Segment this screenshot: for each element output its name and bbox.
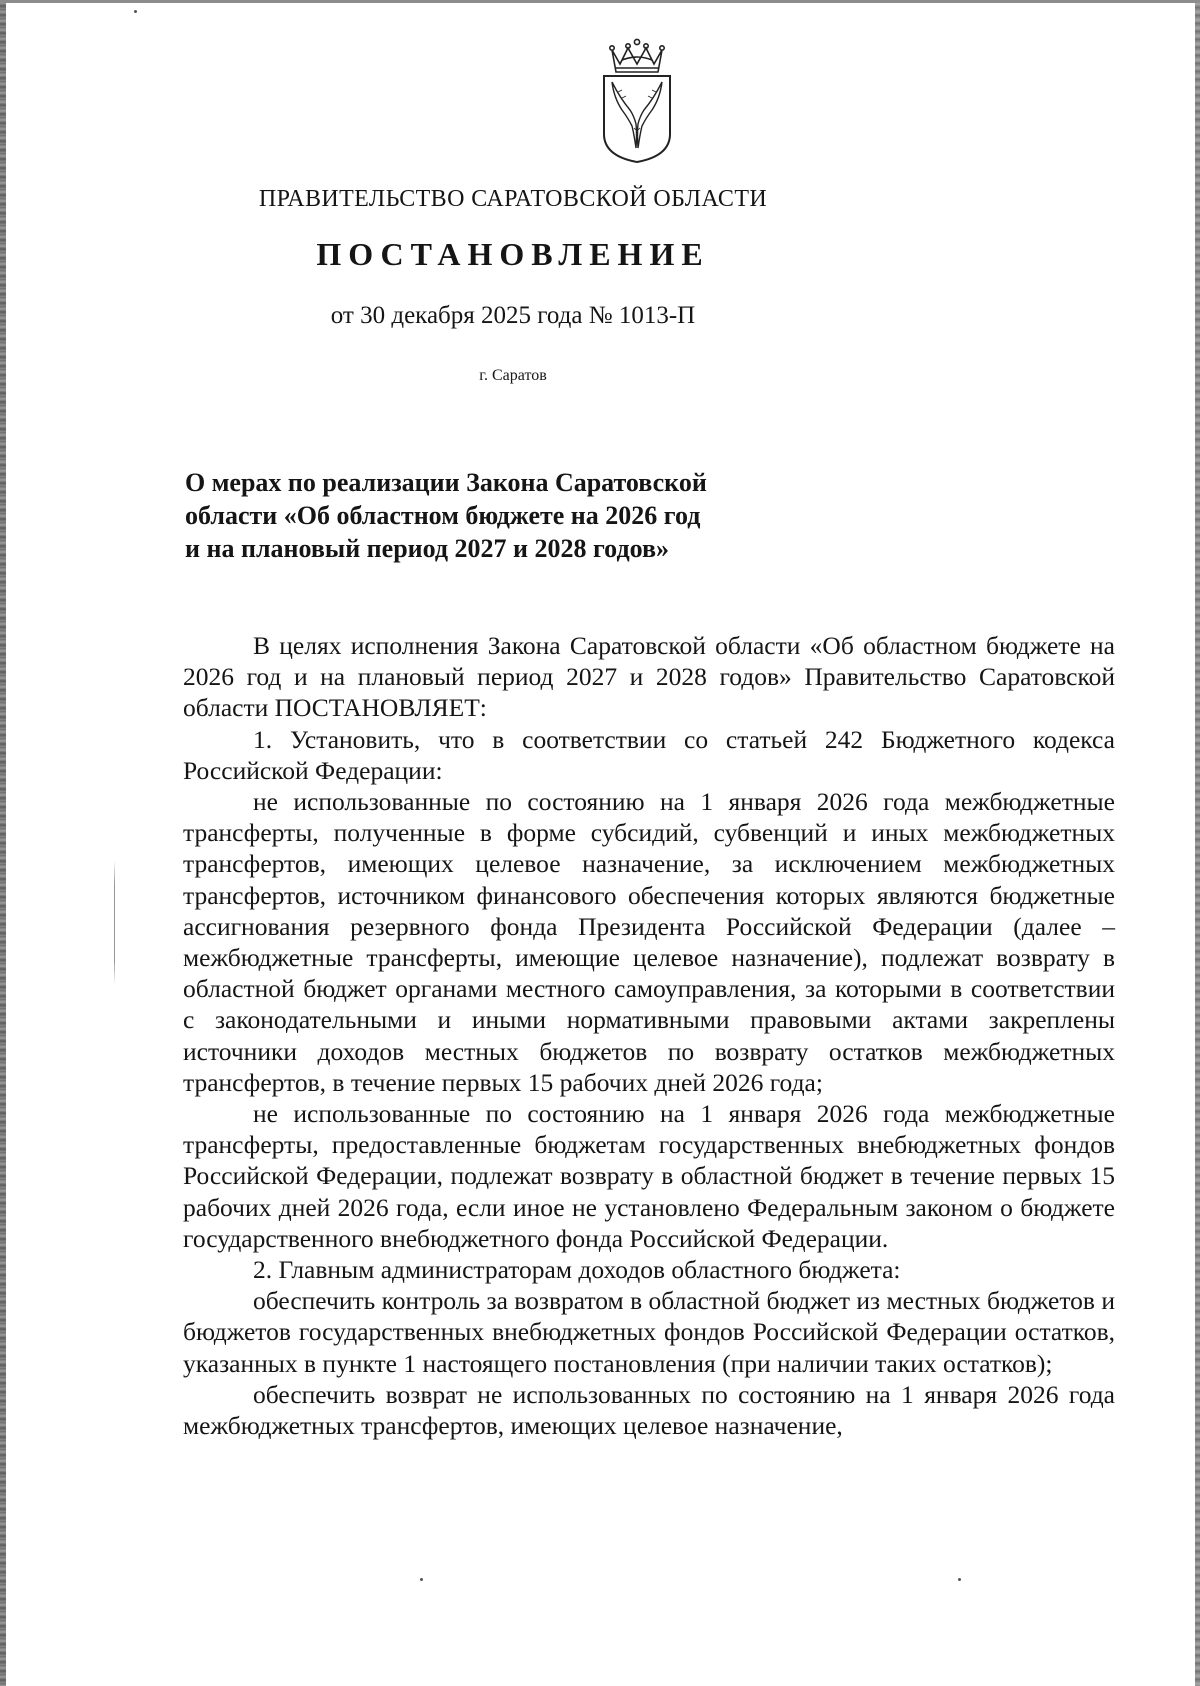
- document-city: г. Саратов: [479, 367, 547, 384]
- scan-border-top: [0, 0, 1200, 3]
- government-name: ПРАВИТЕЛЬСТВО САРАТОВСКОЙ ОБЛАСТИ: [258, 186, 768, 212]
- document-date-number: от 30 декабря 2025 года № 1013-П: [330, 302, 696, 329]
- body-paragraph: 1. Установить, что в соответствии со статьей 242 Бюджетного кодекса Российской Федерации:: [183, 724, 1115, 785]
- scan-speck: [420, 1578, 423, 1581]
- scan-margin-mark: [114, 860, 115, 985]
- body-paragraph: обеспечить возврат не использованных по состоянию на 1 января 2026 года межбюджетных трансфертов, имеющих целевое назначение,: [183, 1379, 1115, 1441]
- document-title-line: и на плановый период 2027 и 2028 годов»: [185, 534, 669, 563]
- body-paragraph: 2. Главным администраторам доходов областного бюджета:: [253, 1255, 901, 1285]
- scan-speck: [134, 10, 137, 13]
- body-paragraph: В целях исполнения Закона Саратовской области «Об областном бюджете на 2026 год и на плановый период 2027 и 2028 годов» Правительство Саратовской области ПОСТАНОВЛЯЕТ:: [183, 631, 1115, 723]
- document-title: [185, 466, 805, 565]
- body-paragraph: обеспечить контроль за возвратом в областной бюджет из местных бюджетов и бюджетов государственных внебюджетных фондов Российской Федерации остатков, указанных в пункте 1 настоящего постановления (при наличии таких остатков);: [183, 1286, 1115, 1378]
- document-title-line: О мерах по реализации Закона Саратовской: [185, 468, 707, 497]
- scan-speck: [958, 1578, 961, 1581]
- body-paragraph: не использованные по состоянию на 1 января 2026 года межбюджетные трансферты, полученные в форме субсидий, субвенций и иных межбюджетных трансфертов, имеющих целевое назначение, за исключением межбюджетных трансфертов, источником финансового обеспечения которых являются бюджетные ассигнования резервного фонда Президента Российской Федерации (далее – межбюджетные трансферты, имеющие целевое назначение), подлежат возврату в областной бюджет органами местного самоуправления, за которыми в соответствии с законодательными и иными нормативными правовыми актами закреплены источники доходов местных бюджетов по возврату остатков межбюджетных трансфертов, в течение первых 15 рабочих дней 2026 года;: [183, 787, 1115, 1097]
- saratov-coat-of-arms-icon: [598, 38, 676, 164]
- body-paragraph: не использованные по состоянию на 1 января 2026 года межбюджетные трансферты, предоставленные бюджетам государственных внебюджетных фондов Российской Федерации, подлежат возврату в областной бюджет в течение первых 15 рабочих дней 2026 года, если иное не установлено Федеральным законом о бюджете государственного внебюджетного фонда Российской Федерации.: [183, 1099, 1115, 1253]
- document-type: ПОСТАНОВЛЕНИЕ: [316, 236, 710, 272]
- document-title-line: области «Об областном бюджете на 2026 год: [185, 501, 701, 530]
- document-body: [183, 630, 1115, 1441]
